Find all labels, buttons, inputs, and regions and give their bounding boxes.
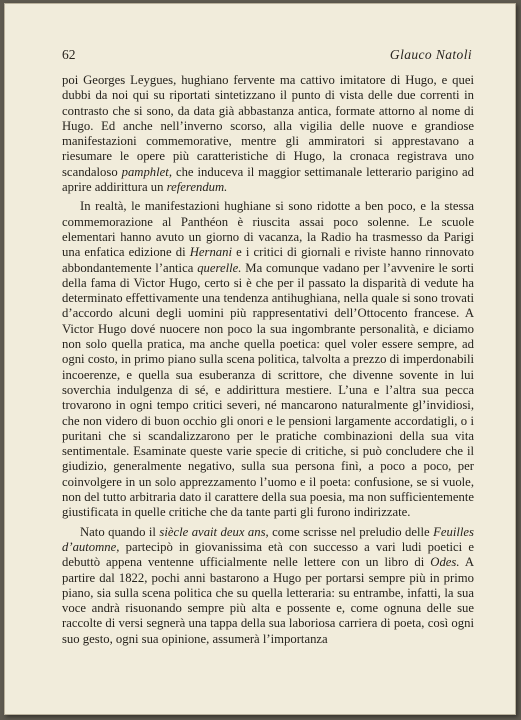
text-run: Ma comunque vadano per l’avvenire le sorti della fama di Victor Hugo, certo si è che per il passato la disparità di vedute ha determinato effettivamente una tendenza antihughiana, nella quale si sono trovati d’accordo alcuni degli uomini più rappresentativi dell’Ottocento francese. A Victor Hugo dové nuocere non poco la sua ingombrante personalità, e diciamo non solo quella pratica, ma anche quella poetica: quel voler essere sempre, ad ogni costo, in primo piano sulla scena politica, talvolta a prezzo di imperdonabili incoerenze, e quella sua esuberanza di scrittore, che divenne sovente in lui soverchia indulgenza di sé, e addirittura mestiere. L’una e l’altra sua pecca trovarono in ogni tempo critici severi, né mancarono naturalmente gl’invidiosi, che non videro di buon occhio gli onori e le pensioni largamente accordatigli, o i puritani che si scandalizzarono per le pratiche combinazioni della sua vita sentimentale. Esaminate queste varie specie di critiche, si può concludere che il giudizio, generalmente negativo, sulla sua persona finì, a poco a poco, per coinvolgere in un solo apprezzamento l’uomo e il poeta: confusione, se si vuole, non del tutto arbitraria dato il carattere della sua poesia, ma non sufficientemente giustificata in quelle critiche che da tante parti gli furono indirizzate. bbox=[62, 260, 474, 520]
italic-text: Odes. bbox=[430, 555, 460, 570]
running-head-author: Glauco Natoli bbox=[389, 47, 472, 62]
book-page bbox=[4, 3, 516, 715]
italic-text: Hernani bbox=[189, 245, 233, 260]
italic-text: siècle avait deux ans, bbox=[159, 524, 269, 539]
paragraph bbox=[62, 73, 474, 195]
text-run: In realtà, le manifestazioni hughiane si sono ridotte a ben poco, e la stessa commemorazione al Panthéon è riuscita assai poco solenne. Le scuole elementari hanno avuto un giorno di vacanza, la Radio ha trasmesso da Parigi una enfatica edizione di bbox=[62, 199, 474, 260]
paragraph bbox=[62, 199, 474, 520]
text-run: partecipò in giovanissima età con successo a vari ludi poetici e debuttò appena ventenne ufficialmente nelle lettere con un libro di bbox=[62, 539, 474, 570]
paragraph bbox=[62, 525, 474, 647]
text-run: poi Georges Leygues, hughiano fervente ma cattivo imitatore di Hugo, e quei dubbi da noi qui su riportati sintetizzano il punto di vista delle due correnti in contrasto che si sono, da data già abbastanza antica, formate attorno al nome di Hugo. Ed anche nell’inverno scorso, alla vigilia delle nuove e grandiose manifestazioni commemorative, mentre gli ammiratori si apprestavano a riesumare le opere più caratteristiche di Hugo, la cronaca registrava uno scandaloso bbox=[62, 73, 474, 179]
italic-text: Feuilles d’automne, bbox=[62, 524, 474, 554]
italic-text: querelle. bbox=[197, 260, 242, 275]
text-run: A partire dal 1822, pochi anni bastarono a Hugo per portarsi sempre più in primo piano, sia sulla scena politica che su quella letteraria: su entrambe, infatti, la sua voce andrà risuonando sempre più alta e possente e, come ognuna delle sue raccolte di versi segnerà una tappa della sua laboriosa carriera di poeta, così ogni suo gesto, ogni sua opinione, assumerà l’importanza bbox=[62, 555, 474, 646]
text-run: come scrisse nel preludio delle bbox=[268, 524, 434, 539]
italic-text: referendum. bbox=[166, 180, 228, 195]
italic-text: pamphlet, bbox=[121, 164, 173, 179]
text-run: e i critici di giornali e riviste hanno rinnovato abbondantemente l’antica bbox=[62, 245, 474, 275]
text-run: che induceva il maggior settimanale letterario parigino ad aprire addirittura un bbox=[62, 164, 474, 195]
page-number: 62 bbox=[62, 47, 76, 62]
body-text bbox=[62, 73, 474, 647]
text-run: Nato quando il bbox=[80, 524, 160, 539]
